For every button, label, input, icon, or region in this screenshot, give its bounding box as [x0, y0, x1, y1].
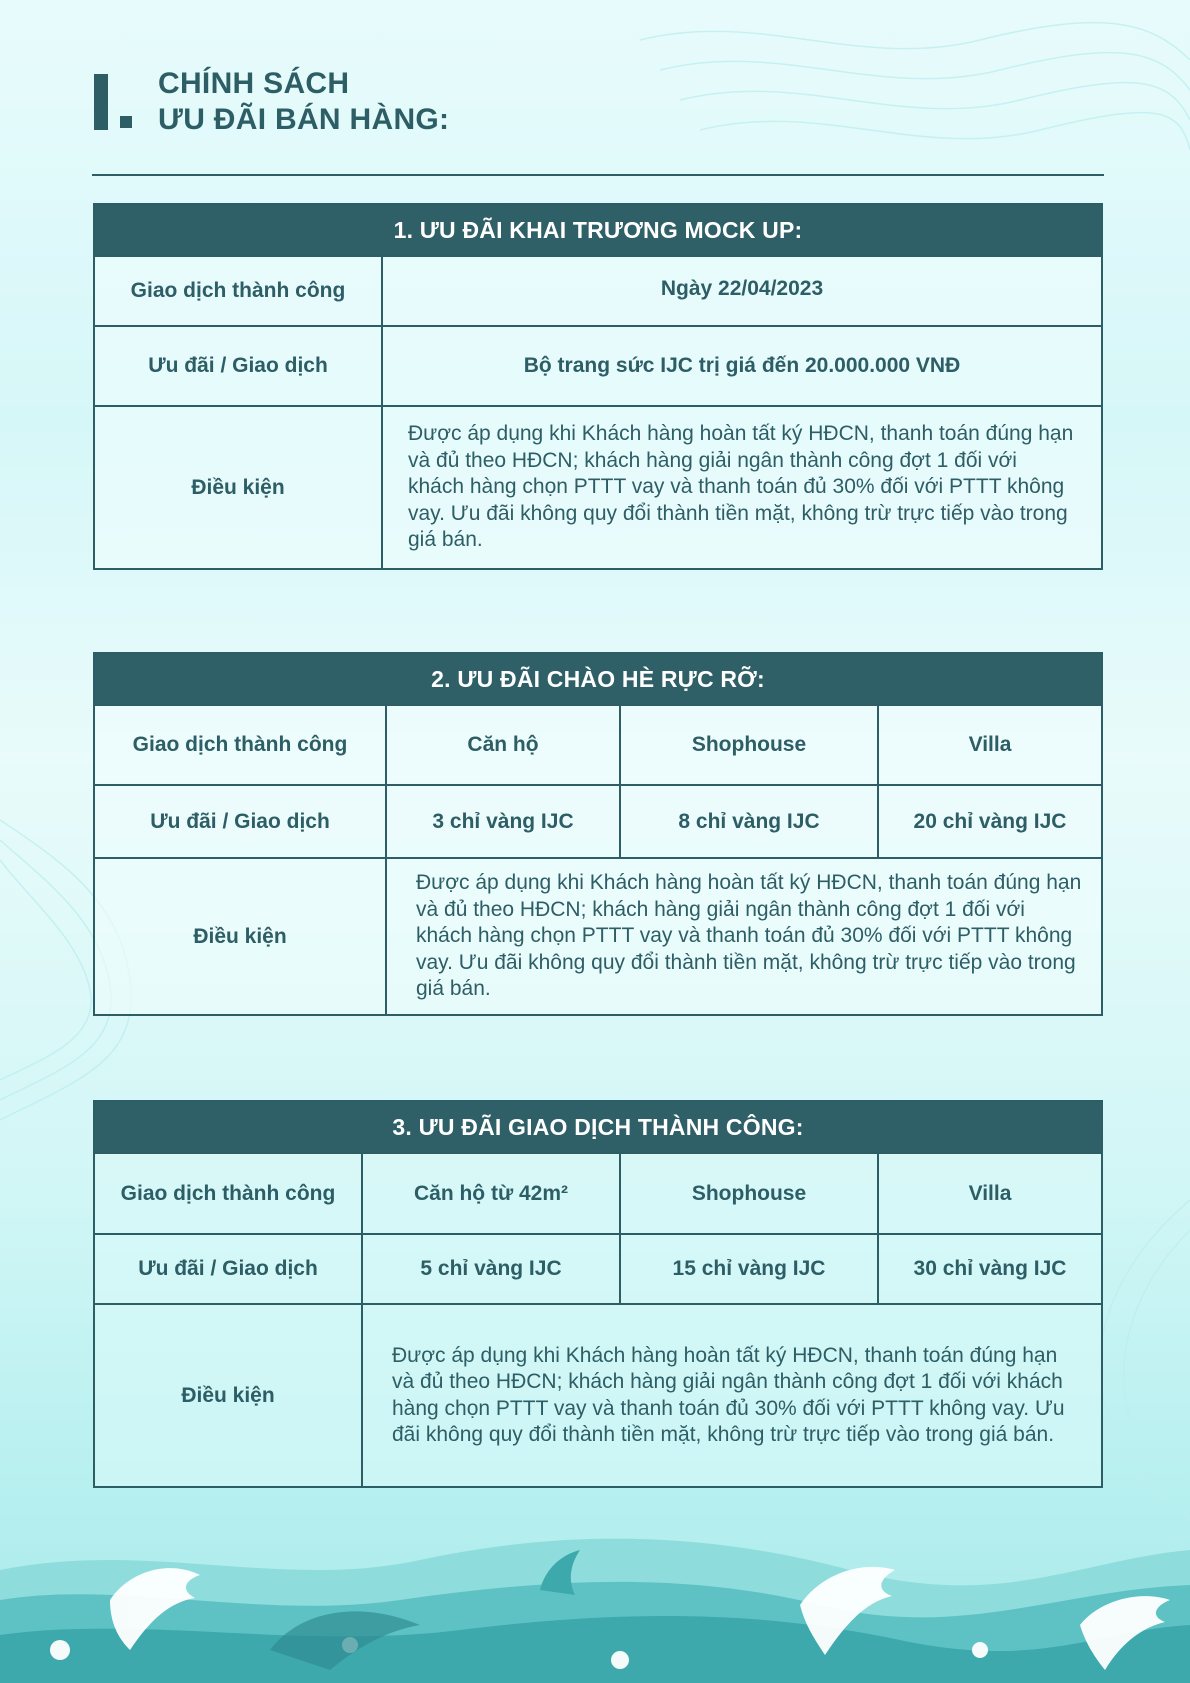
table-row-offer [95, 1233, 1101, 1303]
table-row [95, 325, 1101, 405]
table-title: 1. ƯU ĐÃI KHAI TRƯƠNG MOCK UP: [95, 205, 1101, 255]
table-summer-offer [93, 652, 1103, 1016]
column-header-villa: Villa [877, 706, 1101, 784]
row-label: Giao dịch thành công [132, 733, 348, 756]
table-row-condition [95, 857, 1101, 1014]
table-success-offer [93, 1100, 1103, 1488]
column-header-shophouse: Shophouse [619, 706, 877, 784]
roman-numeral [92, 66, 136, 128]
offer-shophouse: 15 chỉ vàng IJC [619, 1235, 877, 1303]
offer-apartment: 3 chỉ vàng IJC [385, 786, 619, 857]
section-heading [92, 66, 449, 138]
section-title-line1: CHÍNH SÁCH [158, 67, 350, 100]
column-header-apartment: Căn hộ từ 42m² [361, 1154, 619, 1233]
table-opening-offer [93, 203, 1103, 570]
table-row-header [95, 1152, 1101, 1233]
condition-text: Được áp dụng khi Khách hàng hoàn tất ký HĐCN, thanh toán đúng hạn và đủ theo HĐCN; khách hàng giải ngân thành công đợt 1 đối với khách hàng chọn PTTT vay và thanh toán đủ 30% đối với PTTT không vay. Ưu đãi không quy đổi thành tiền mặt, không trừ trực tiếp vào trong giá bán. [385, 859, 1101, 1014]
row-value: Ngày 22/04/2023 [381, 257, 1101, 325]
row-label: Giao dịch thành công [130, 279, 346, 302]
table-row-header [95, 704, 1101, 784]
roman-numeral-dot [120, 116, 132, 128]
section-title [158, 66, 449, 138]
column-header-shophouse: Shophouse [619, 1154, 877, 1233]
row-label: Điều kiện [193, 924, 287, 948]
wave-decoration [0, 1530, 1190, 1683]
row-label: Ưu đãi / Giao dịch [150, 809, 330, 833]
table-row [95, 255, 1101, 325]
row-label: Điều kiện [191, 475, 285, 499]
offer-villa: 20 chỉ vàng IJC [877, 786, 1101, 857]
divider [92, 174, 1104, 176]
row-label: Ưu đãi / Giao dịch [138, 1257, 318, 1280]
row-label: Điều kiện [181, 1383, 275, 1407]
table-row [95, 405, 1101, 568]
table-title: 2. ƯU ĐÃI CHÀO HÈ RỰC RỠ: [95, 654, 1101, 704]
table-row-condition [95, 1303, 1101, 1486]
column-header-villa: Villa [877, 1154, 1101, 1233]
condition-text: Được áp dụng khi Khách hàng hoàn tất ký HĐCN, thanh toán đúng hạn và đủ theo HĐCN; khách hàng giải ngân thành công đợt 1 đối với khách hàng chọn PTTT vay và thanh toán đủ 30% đối với PTTT không vay. Ưu đãi không quy đổi thành tiền mặt, không trừ trực tiếp vào trong giá bán. [361, 1305, 1101, 1486]
offer-villa: 30 chỉ vàng IJC [877, 1235, 1101, 1303]
roman-numeral-bar [94, 74, 108, 130]
offer-apartment: 5 chỉ vàng IJC [361, 1235, 619, 1303]
table-title: 3. ƯU ĐÃI GIAO DỊCH THÀNH CÔNG: [95, 1102, 1101, 1152]
condition-text: Được áp dụng khi Khách hàng hoàn tất ký HĐCN, thanh toán đúng hạn và đủ theo HĐCN; khách hàng giải ngân thành công đợt 1 đối với khách hàng chọn PTTT vay và thanh toán đủ 30% đối với PTTT không vay. Ưu đãi không quy đổi thành tiền mặt, không trừ trực tiếp vào trong giá bán. [381, 407, 1101, 568]
column-header-apartment: Căn hộ [385, 706, 619, 784]
row-label: Giao dịch thành công [120, 1181, 336, 1205]
row-label: Ưu đãi / Giao dịch [148, 354, 328, 377]
row-value: Bộ trang sức IJC trị giá đến 20.000.000 VNĐ [381, 327, 1101, 405]
offer-shophouse: 8 chỉ vàng IJC [619, 786, 877, 857]
section-title-line2: ƯU ĐÃI BÁN HÀNG: [158, 103, 450, 136]
table-row-offer [95, 784, 1101, 857]
